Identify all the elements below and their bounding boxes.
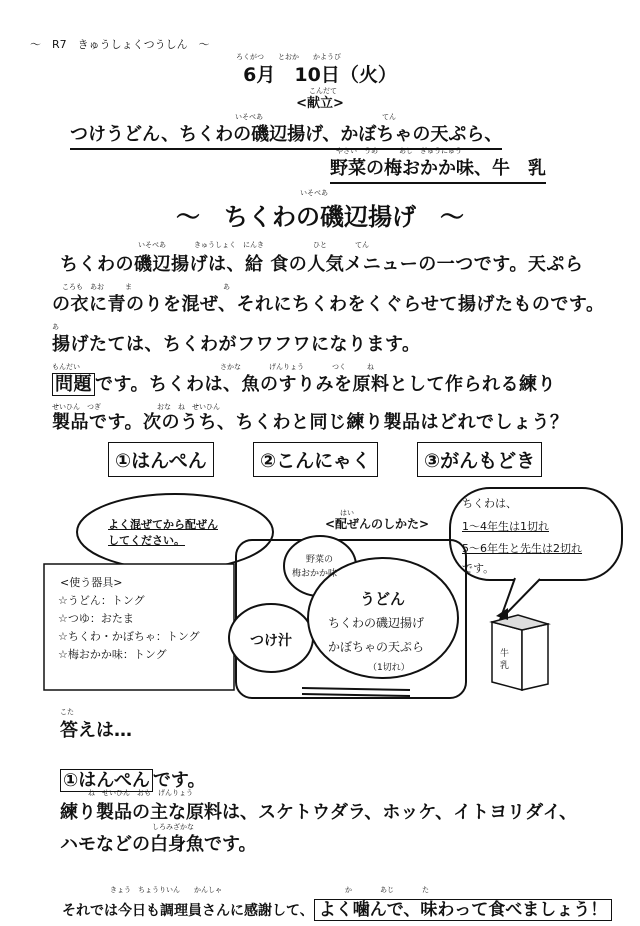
answer-tail: です。 bbox=[152, 770, 206, 791]
answer-line3-ruby: しろみざかな bbox=[152, 823, 194, 831]
chopstick bbox=[302, 688, 410, 690]
portion-line3: です。 bbox=[462, 562, 495, 575]
menu-line2-ruby: やさい うめ あじ ぎゅうにゅう bbox=[336, 147, 462, 155]
question-line2: 製品です。次のうち、ちくわと同じ練り製品はどれでしょう？ bbox=[52, 412, 569, 433]
mixing-note-1: よく混ぜてから配ぜん bbox=[108, 518, 218, 531]
answer-label: 答えは… bbox=[60, 720, 132, 741]
choice-1[interactable]: ①はんぺん bbox=[108, 442, 214, 477]
question1-ruby: さかな げんりょう つく ね bbox=[220, 363, 374, 371]
question2-ruby: せいひん つぎ おな ね せいひん bbox=[52, 403, 220, 411]
title-ruby: いそべあ bbox=[300, 189, 328, 197]
body-p2: の衣に青のりを混ぜ、それにちくわをくぐらせて揚げたものです。 bbox=[52, 294, 605, 315]
plan-title: <配ぜんのしかた> bbox=[325, 517, 430, 531]
answer-line3: ハモなどの白身魚です。 bbox=[60, 834, 257, 855]
footer-lead: それでは今日も調理員さんに感謝して、 bbox=[62, 903, 314, 919]
main-dish-label-2: ちくわの磯辺揚げ bbox=[328, 616, 425, 630]
article-title: ～ ちくわの磯辺揚げ ～ bbox=[176, 203, 464, 231]
main-dish-label-1: うどん bbox=[360, 590, 406, 608]
main-dish-label-3: かぼちゃの天ぷら bbox=[328, 640, 425, 654]
choice-3[interactable]: ③がんもどき bbox=[417, 442, 542, 477]
plan-ruby: はい bbox=[340, 509, 354, 517]
main-dish-label-4: （1切れ） bbox=[368, 663, 410, 673]
chopstick bbox=[302, 694, 410, 696]
menu-line1: つけうどん、ちくわの磯辺揚げ、かぼちゃの天ぷら、 bbox=[70, 120, 502, 150]
utensil-item: ☆つゆ：おたま bbox=[58, 612, 134, 625]
milk-label: 牛乳 bbox=[500, 649, 510, 671]
body-p1: ちくわの磯辺揚げは、給 食の人気メニューの一つです。天ぷら bbox=[60, 254, 584, 275]
menu-line2: 野菜の梅おかか味、牛 乳 bbox=[330, 154, 546, 184]
answer-choice: ①はんぺん bbox=[60, 769, 153, 792]
answer-line2: 練り製品の主な原料は、スケトウダラ、ホッケ、イトヨリダイ、 bbox=[60, 802, 578, 823]
portion-title: ちくわは、 bbox=[462, 497, 517, 510]
utensils-title: <使う器具> bbox=[60, 576, 123, 589]
question-line1 bbox=[52, 370, 556, 396]
portion-line2: 5～6年生と先生は2切れ bbox=[462, 542, 582, 555]
side-dish-label-1: 野菜の bbox=[306, 555, 334, 565]
utensil-item: ☆うどん：トング bbox=[58, 594, 145, 607]
question-label: 問題 bbox=[52, 373, 95, 396]
date-ruby: ろくがつ とおか かようび bbox=[236, 53, 341, 61]
soup-label: つけ汁 bbox=[250, 633, 292, 649]
p3-ruby: あ bbox=[52, 323, 59, 331]
menu-line1-ruby: いそべあ てん bbox=[235, 113, 396, 121]
newsletter-header: ～ R7 きゅうしょくつうしん ～ bbox=[30, 38, 210, 51]
footer-ruby: きょう ちょうりいん かんしゃ bbox=[110, 886, 222, 894]
footer-boxed-ruby: か あじ た bbox=[345, 886, 429, 894]
answer-line2-ruby: ね せいひん おも げんりょう bbox=[88, 789, 193, 797]
question-label-ruby: もんだい bbox=[52, 363, 80, 371]
answer-label-ruby: こた bbox=[60, 708, 74, 716]
question-text1: です。ちくわは、魚のすりみを原料として作られる練り bbox=[95, 374, 557, 395]
footer-boxed: よく噛んで、味わって食べましょう！ bbox=[314, 899, 613, 921]
mixing-note-2: してください。 bbox=[108, 534, 185, 547]
body-p3: 揚げたては、ちくわがフワフワになります。 bbox=[52, 334, 421, 355]
date: 6月 10日（火） bbox=[243, 64, 397, 86]
choice-2[interactable]: ②こんにゃく bbox=[253, 442, 378, 477]
utensil-item: ☆梅おかか味：トング bbox=[58, 648, 167, 661]
p1-ruby: いそべあ きゅうしょく にんき ひと てん bbox=[138, 241, 369, 249]
menu-heading: <献立> bbox=[296, 96, 344, 111]
footer-line bbox=[62, 895, 612, 920]
utensil-item: ☆ちくわ・かぼちゃ：トング bbox=[58, 630, 200, 643]
side-dish-label-2: 梅おかか味 bbox=[292, 569, 338, 579]
p2-ruby: ころも あお ま あ bbox=[62, 283, 230, 291]
portion-line1: 1～4年生は1切れ bbox=[462, 520, 549, 533]
menu-heading-ruby: こんだて bbox=[309, 87, 337, 95]
